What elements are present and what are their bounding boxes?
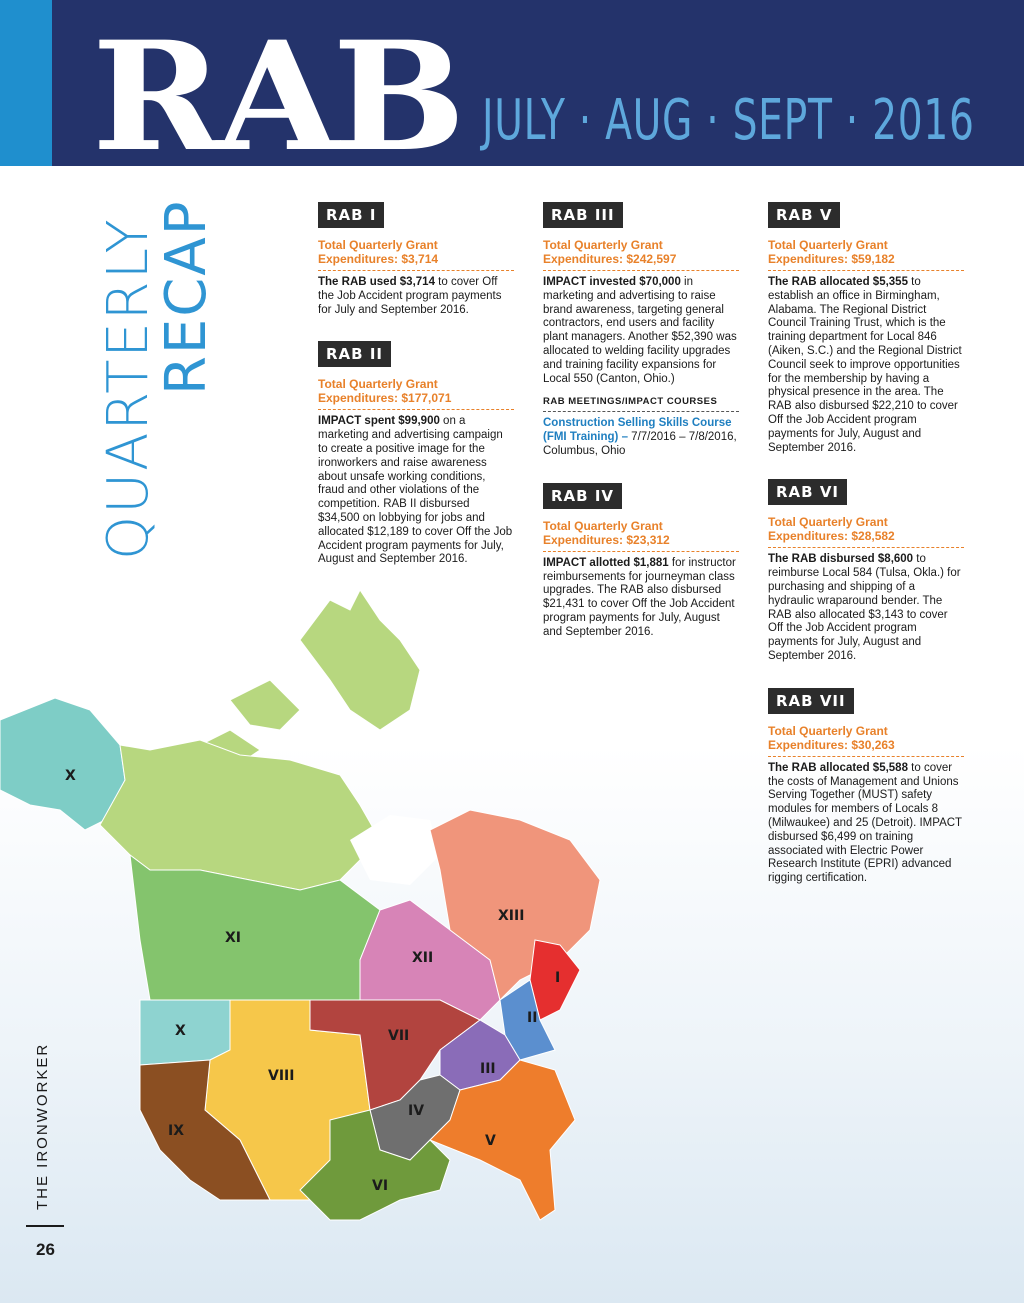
meetings-heading: RAB MEETINGS/IMPACT COURSES <box>543 396 739 412</box>
rab3-text: in marketing and advertising to raise brand awareness, targeting general contractors, end users and facility plant managers. Another $52,390 was allocated to welding facility upgrades and training facility expansions for Local 550 (Canton, Ohio.) <box>543 276 737 385</box>
rab6-exp-label: Total Quarterly Grant <box>768 515 888 530</box>
rab7-exp-label: Total Quarterly Grant <box>768 723 888 738</box>
rab2-exp-label: Total Quarterly Grant <box>318 377 438 392</box>
rab4-tag: RAB IV <box>543 483 622 509</box>
rab3-expenditures <box>543 238 739 271</box>
rab6-section <box>768 479 964 663</box>
rab4-lead: IMPACT allotted $1,881 <box>543 556 669 569</box>
rab6-body <box>768 553 964 663</box>
rab4-expenditures <box>543 519 739 552</box>
rab1-tag: RAB I <box>318 202 384 228</box>
rab1-lead: The RAB used $3,714 <box>318 276 435 288</box>
column-3 <box>768 202 964 886</box>
rab5-exp-label: Total Quarterly Grant <box>768 238 888 252</box>
rab3-tag: RAB III <box>543 202 623 228</box>
quarter-dates: JULY · AUG · SEPT · 2016 <box>482 88 975 153</box>
map-label-r4: IV <box>408 1103 425 1119</box>
rab5-tag: RAB V <box>768 202 840 228</box>
rab1-exp-amount: Expenditures: $3,714 <box>318 252 439 266</box>
rab5-exp-amount: Expenditures: $59,182 <box>768 252 895 266</box>
page-title: RAB <box>92 9 460 185</box>
rab7-exp-amount: Expenditures: $30,263 <box>768 737 895 752</box>
map-label-r6: VI <box>372 1178 389 1194</box>
rab2-lead: IMPACT spent $99,900 <box>318 415 440 428</box>
recap-text: RECAP <box>154 199 219 395</box>
rab1-text: to cover Off the Job Accident program payments for July and September 2016. <box>318 276 502 316</box>
rab7-expenditures <box>768 724 964 757</box>
rab1-body <box>318 276 514 317</box>
map-label-r3: III <box>480 1061 496 1077</box>
rab6-text: to reimburse Local 584 (Tulsa, Okla.) for purchasing and shipping of a hydraulic wraparound bender. The RAB also allocated $3,143 to cover Off the Job Accident program payments for July, August and September 2016. <box>768 553 961 662</box>
rab5-expenditures <box>768 238 964 271</box>
map-label-northwest: X <box>175 1023 186 1039</box>
rab2-text: on a marketing and advertising campaign to create a positive image for the ironworkers and raise awareness about unsafe working conditions, fraud and other violations of the competition. RAB II disbursed $34,500 on lobbying for jobs and allocated $12,189 to cover Off the Job Accident program payments for July, August and September 2016. <box>318 415 513 566</box>
map-region-arctic <box>300 590 420 730</box>
rab3-exp-label: Total Quarterly Grant <box>543 238 663 252</box>
map-label-r1: I <box>555 970 561 986</box>
map-region-alaska <box>0 698 125 830</box>
rab2-tag: RAB II <box>318 341 391 367</box>
rab5-lead: The RAB allocated $5,355 <box>768 276 908 288</box>
column-2 <box>543 202 739 640</box>
magazine-name: THE IRONWORKER <box>34 1042 51 1210</box>
map-label-r2: II <box>527 1010 538 1026</box>
rab7-text: to cover the costs of Management and Unions Serving Together (MUST) safety modules for members of Locals 8 (Milwaukee) and 25 (Detroit). IMPACT disbursed $6,499 on training associated with Electric Power Research Institute (EPRI) advanced rigging certification. <box>768 761 962 885</box>
course-entry <box>543 417 739 458</box>
map-label-r8: VIII <box>268 1068 295 1084</box>
course-link[interactable]: Construction Selling Skills Course (FMI Training) – <box>543 417 732 444</box>
map-label-r11: XI <box>225 930 242 946</box>
rab4-text: for instructor reimbursements for journeyman class upgrades. The RAB also disbursed $21,431 to cover Off the Job Accident program payments for July, August and September 2016. <box>543 556 736 638</box>
rab6-lead: The RAB disbursed $8,600 <box>768 553 914 566</box>
map-label-r9: IX <box>168 1123 185 1139</box>
rab2-expenditures <box>318 377 514 410</box>
rab2-section <box>318 341 514 567</box>
region-map <box>0 580 700 1260</box>
rab6-exp-amount: Expenditures: $28,582 <box>768 529 895 544</box>
rab3-exp-amount: Expenditures: $242,597 <box>543 252 677 266</box>
course-dates: 7/7/2016 – 7/8/2016, Columbus, Ohio <box>543 431 737 457</box>
rab1-exp-label: Total Quarterly Grant <box>318 238 438 252</box>
rab6-tag: RAB VI <box>768 479 847 505</box>
rab4-exp-label: Total Quarterly Grant <box>543 518 663 533</box>
rab7-lead: The RAB allocated $5,588 <box>768 761 908 774</box>
quarterly-recap-heading <box>96 140 219 560</box>
rab1-expenditures <box>318 238 514 271</box>
rab7-tag: RAB VII <box>768 688 854 714</box>
rab3-body <box>543 276 739 386</box>
column-1 <box>318 202 514 567</box>
page-number: 26 <box>36 1240 55 1259</box>
rab2-body <box>318 415 514 567</box>
rab6-expenditures <box>768 515 964 548</box>
rab7-section <box>768 688 964 886</box>
rab3-lead: IMPACT invested $70,000 <box>543 276 681 288</box>
rab7-body <box>768 762 964 886</box>
rab5-body <box>768 276 964 455</box>
rab1-section <box>318 202 514 317</box>
rab5-section <box>768 202 964 455</box>
map-label-r12: XII <box>412 950 434 966</box>
rab3-section <box>543 202 739 459</box>
map-label-r5: V <box>485 1133 496 1149</box>
map-label-alaska: X <box>65 768 76 784</box>
header-accent-stripe <box>0 0 52 166</box>
quarterly-text: QUARTERLY <box>96 217 161 560</box>
map-label-r13: XIII <box>498 908 525 924</box>
rab4-exp-amount: Expenditures: $23,312 <box>543 532 670 547</box>
rab5-text: to establish an office in Birmingham, Alabama. The Regional District Council Training Trust, which is the training department for Local 846 (Aiken, S.C.) and the Regional District Council seek to improve opportunities for the membership by having a physical presence in the area. The RAB also disbursed $22,210 to cover Off the Job Accident program payments for July, August and September 2016. <box>768 276 962 454</box>
map-label-r7: VII <box>388 1028 410 1044</box>
rab2-exp-amount: Expenditures: $177,071 <box>318 391 452 406</box>
